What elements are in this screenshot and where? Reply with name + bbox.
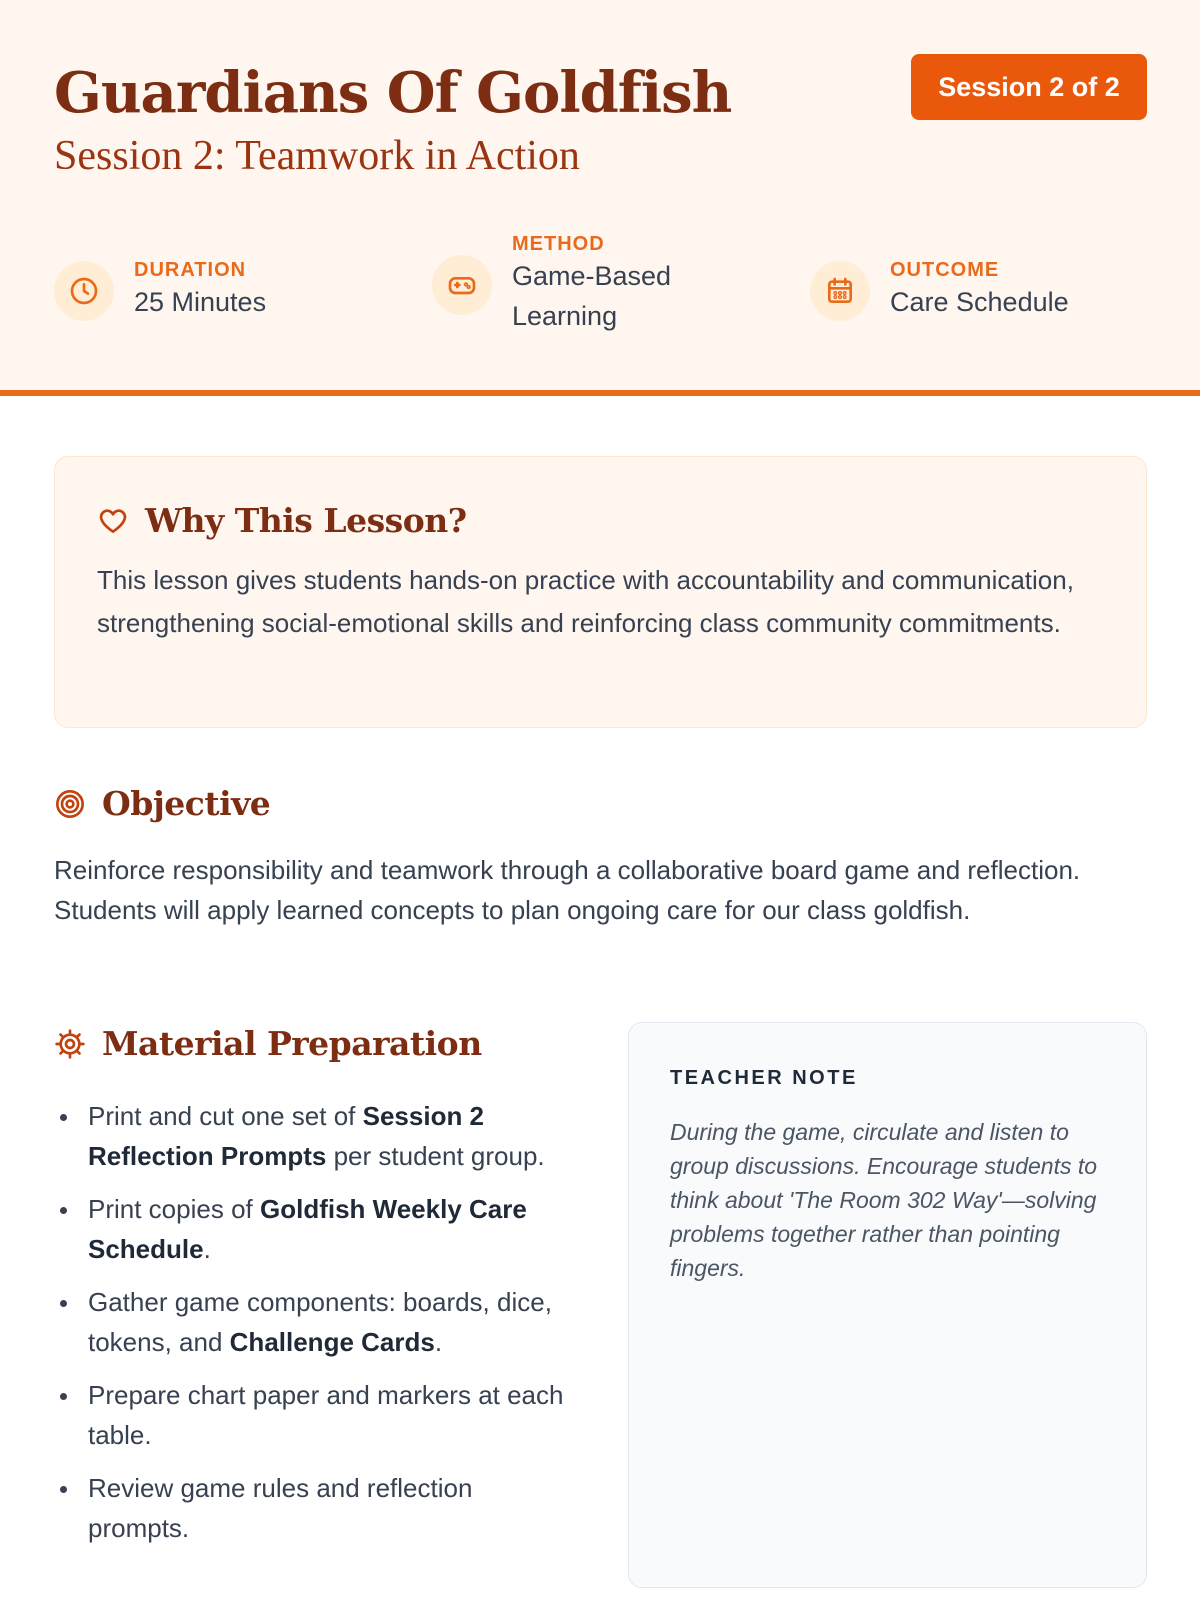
section-title: Objective	[102, 784, 271, 823]
teacher-note-card	[628, 1022, 1147, 1588]
meta-value: Care Schedule	[890, 287, 1069, 317]
meta-value-line1: Game-Based	[512, 261, 672, 291]
list-item: Print and cut one set of Session 2 Reflection Prompts per student group.	[54, 1096, 574, 1176]
gamepad-icon	[432, 255, 492, 315]
meta-label: OUTCOME	[890, 259, 1000, 281]
heart-icon	[97, 505, 129, 537]
page-title: Guardians Of Goldfish	[54, 60, 732, 126]
teacher-note-text: During the game, circulate and listen to group discussions. Encourage students to think about 'The Room 302 Way'—solving problems together rather than pointing fingers.	[670, 1119, 1098, 1281]
gear-icon	[54, 1028, 86, 1060]
meta-value: 25 Minutes	[134, 287, 267, 317]
meta-value-line2: Learning	[512, 301, 618, 331]
meta-label: METHOD	[512, 233, 605, 255]
section-title: Material Preparation	[102, 1024, 482, 1063]
teacher-note-label: TEACHER NOTE	[670, 1067, 858, 1089]
objective-body: Reinforce responsibility and teamwork through a collaborative board game and reflection. Students will apply learned concepts to plan ongoing care for our class goldfish.	[54, 855, 1081, 925]
list-item: Prepare chart paper and markers at each table.	[54, 1375, 574, 1455]
lesson-header	[0, 0, 1200, 396]
section-title: Why This Lesson?	[145, 501, 467, 540]
meta-duration	[54, 259, 266, 322]
materials-heading	[54, 1024, 482, 1063]
list-item: Print copies of Goldfish Weekly Care Schedule.	[54, 1189, 574, 1269]
calendar-icon	[810, 261, 870, 321]
objective-heading	[54, 784, 270, 823]
why-this-lesson-card	[54, 456, 1147, 728]
meta-outcome	[810, 259, 1069, 322]
meta-method	[432, 233, 671, 336]
session-badge: Session 2 of 2	[911, 54, 1147, 120]
why-body: This lesson gives students hands-on practice with accountability and communication, strengthening social-emotional skills and reinforcing class community commitments.	[97, 565, 1074, 638]
list-item: Gather game components: boards, dice, tokens, and Challenge Cards.	[54, 1282, 574, 1362]
materials-list	[54, 1096, 574, 1561]
meta-label: DURATION	[134, 259, 247, 281]
page-subtitle: Session 2: Teamwork in Action	[54, 133, 580, 179]
target-icon	[54, 788, 86, 820]
list-item: Review game rules and reflection prompts.	[54, 1468, 574, 1548]
clock-icon	[54, 261, 114, 321]
